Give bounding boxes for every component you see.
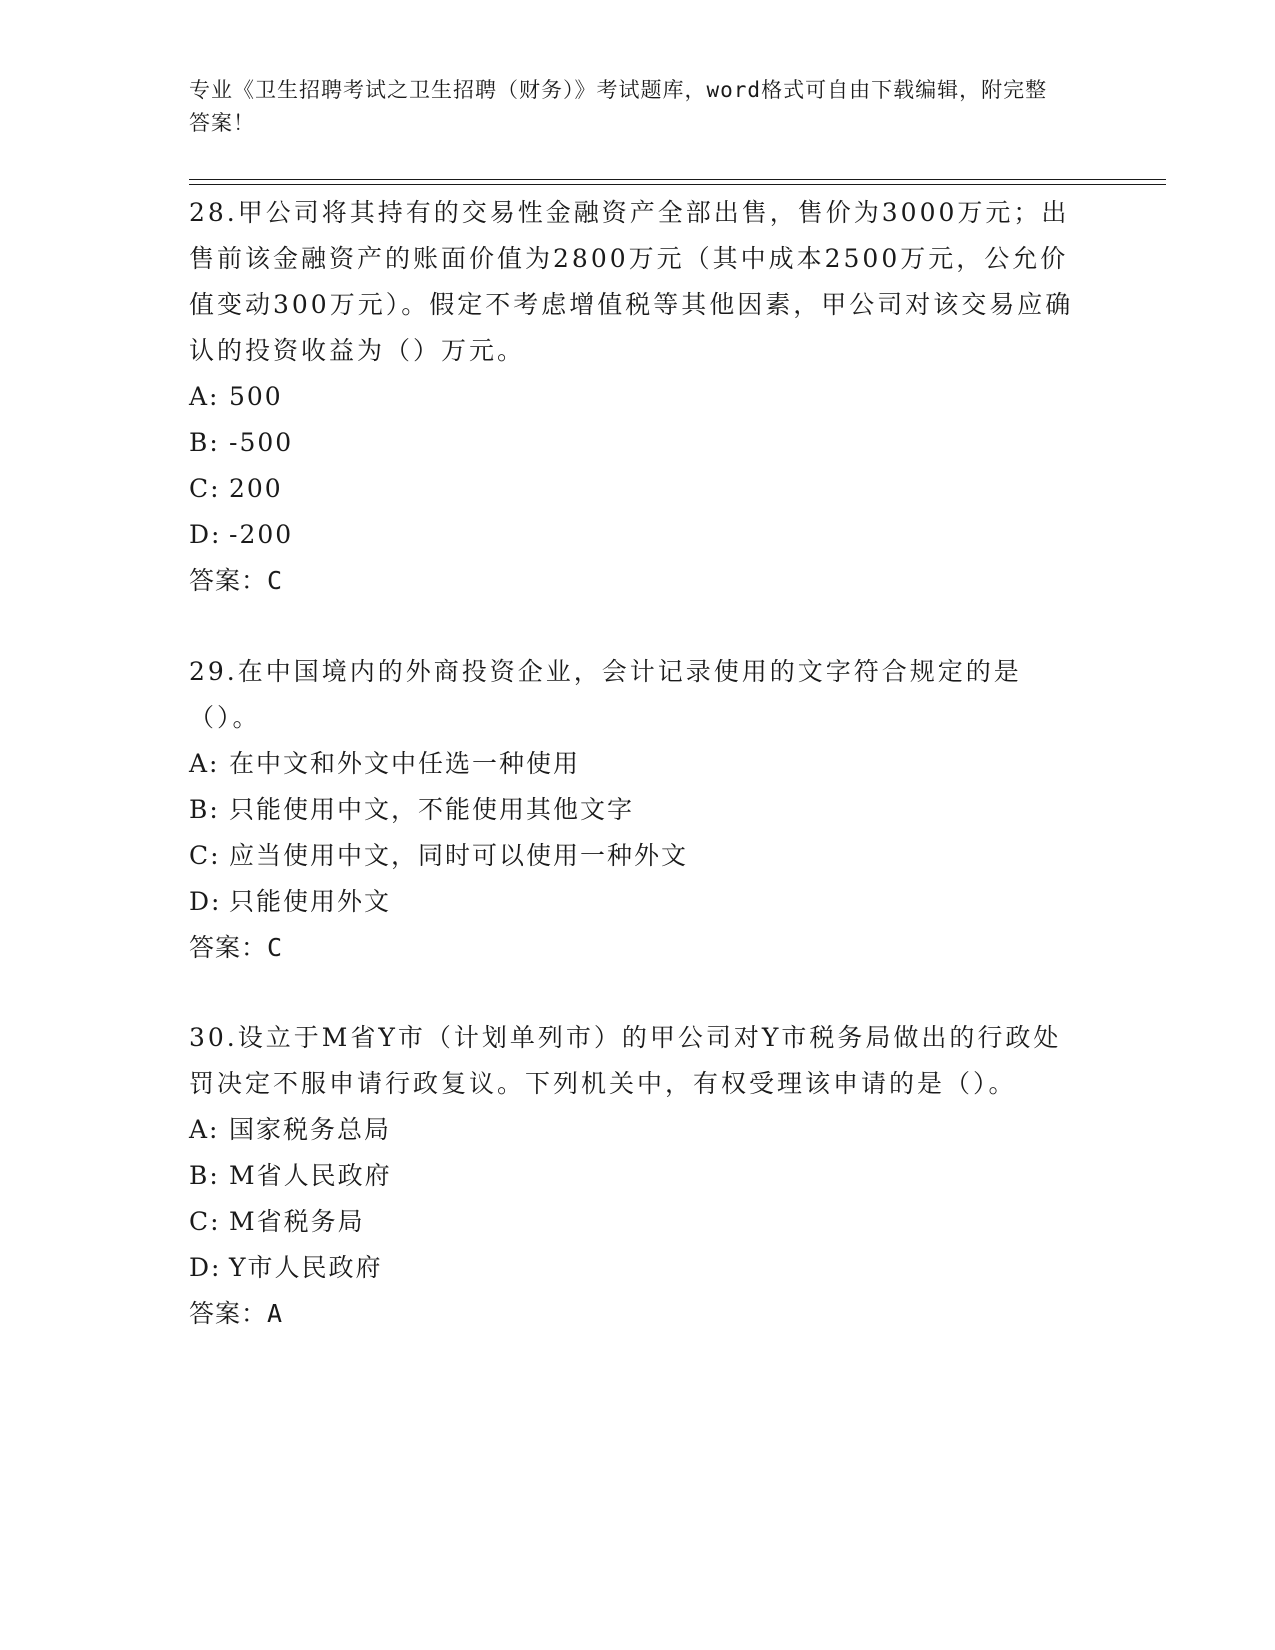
option-c (189, 466, 1089, 512)
option-key: A: (189, 749, 220, 778)
option-key: B: (189, 1161, 220, 1190)
option-key: D: (189, 1253, 222, 1282)
option-text: 应当使用中文，同时可以使用一种外文 (229, 841, 689, 870)
option-key: C: (189, 474, 221, 503)
option-key: C: (189, 841, 221, 870)
question-29 (189, 649, 1089, 971)
option-text: 只能使用中文，不能使用其他文字 (229, 795, 635, 824)
option-d (189, 879, 1089, 925)
question-30 (189, 1015, 1089, 1337)
option-text: 500 (229, 382, 283, 411)
option-a (189, 1107, 1089, 1153)
option-key: B: (189, 795, 220, 824)
option-b (189, 420, 1089, 466)
option-key: A: (189, 382, 220, 411)
option-key: C: (189, 1207, 221, 1236)
question-stem: 28.甲公司将其持有的交易性金融资产全部出售，售价为3000万元；出售前该金融资产的账面价值为2800万元（其中成本2500万元，公允价值变动300万元）。假定不考虑增值税等其他因素，甲公司对该交易应确认的投资收益为（）万元。 (189, 198, 1074, 365)
answer-line: 答案：C (189, 566, 284, 595)
option-text: 200 (229, 474, 283, 503)
option-key: D: (189, 520, 222, 549)
option-key: A: (189, 1115, 220, 1144)
option-a (189, 741, 1089, 787)
option-d (189, 1245, 1089, 1291)
question-28 (189, 190, 1089, 604)
option-text: 在中文和外文中任选一种使用 (229, 749, 581, 778)
option-b (189, 1153, 1089, 1199)
question-stem: 30.设立于M省Y市（计划单列市）的甲公司对Y市税务局做出的行政处罚决定不服申请行政复议。下列机关中，有权受理该申请的是（）。 (189, 1023, 1062, 1098)
option-d (189, 512, 1089, 558)
question-stem: 29.在中国境内的外商投资企业，会计记录使用的文字符合规定的是（）。 (189, 657, 1022, 732)
option-key: B: (189, 428, 220, 457)
option-a (189, 374, 1089, 420)
option-b (189, 787, 1089, 833)
answer-line: 答案：C (189, 933, 284, 962)
header-divider-bottom (189, 184, 1166, 185)
document-header: 专业《卫生招聘考试之卫生招聘（财务）》考试题库，word格式可自由下载编辑，附完整答案！ (189, 78, 1048, 135)
option-text: 只能使用外文 (229, 887, 392, 916)
option-text: M省人民政府 (229, 1161, 392, 1190)
header-divider-top (189, 179, 1166, 180)
option-key: D: (189, 887, 222, 916)
option-text: -200 (229, 520, 294, 549)
option-text: M省税务局 (229, 1207, 365, 1236)
option-text: Y市人民政府 (229, 1253, 383, 1282)
option-text: -500 (229, 428, 294, 457)
answer-line: 答案：A (189, 1299, 284, 1328)
option-text: 国家税务总局 (229, 1115, 392, 1144)
option-c (189, 833, 1089, 879)
option-c (189, 1199, 1089, 1245)
